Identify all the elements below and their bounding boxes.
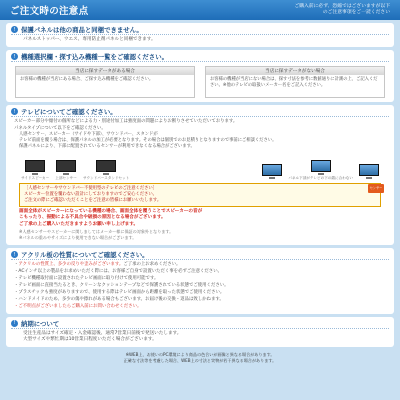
section-protection-panel (6, 23, 394, 47)
section-title: ! 納期について (11, 320, 389, 329)
bullet: ・テレビ画面に直接当たるとき、クリーンなクッションテープなどで保護されている状態でご使用ください。 (14, 282, 229, 288)
tv-illustration (262, 164, 282, 180)
bullet: ・テレビ機種取付面に設置されたテレビ画面に取り付けて使用可能です。 (14, 275, 159, 281)
box-data-unavailable: 当店に探すデータがない場合 お客様の機種が当店にない場合は、探す寸法を参考に数値通りに計測の上、ご記入ください。※他のテレビの取扱いメーカー名をご記入ください。 (205, 66, 385, 98)
bullet: ・ACインチ以上の製品をお求めいただく際には、お客様ご自身で設置いただく事を必ずご注意ください。 (14, 268, 222, 274)
info-icon: ! (11, 320, 18, 327)
tv-screen-icon (25, 160, 45, 172)
tv-illustration: 上部センサー (55, 160, 77, 180)
delivery-text: 受注生産品はサイズ確定・入金確認後、通常7営業日前後で発送いたします。 (23, 330, 182, 336)
info-icon: ! (11, 251, 18, 258)
page-title: ご注文時の注意点 (10, 6, 89, 17)
lead-text: テレビ前面を覆う場合は、保護パネルの加工が必要となります。その場合は個別でのお見積りとなりますので事前にご相談ください。 (19, 138, 277, 144)
section-tv-check (6, 105, 394, 245)
small-note: ※人感センサーやスピーカーに関しましてはメーカー様に保証の対象外となります。 ※パネルの重みやサイズにより使用できない場合がございます。 (19, 229, 174, 240)
bullet: ・ご不明点がございましたらご購入前にお問い合わせください。 (14, 303, 142, 309)
bullet: ・ハンドメイドのため、多少の傷や擦れがある場合もございます。お届け後の交換・返品は致しかねます。 (14, 296, 224, 302)
section-subtext: パネルストッパー、ウエス、専用防止剤パネルと同梱できます。 (23, 37, 156, 42)
footer-note: ※WEB上、お使いのPC環境により商品の色合いが画像と異なる場合があります。 正確な寸法等を考慮した場合、WEB上の寸法と実物が若干異なる場合があります。 (123, 352, 277, 364)
header-note: ご購入前に必ず、恐縮ではございますが以下 のご注意事項をご一読ください (294, 3, 390, 15)
tv-illustration: パネル下部がテレビの下の端に合わない (288, 160, 353, 180)
tv-illustration: サウンドバースタンドセット (83, 160, 129, 180)
info-icon: ! (11, 26, 18, 33)
section-title: ! 機種選択欄・探す込み機種一覧をご確認ください。 (11, 53, 389, 62)
lead-text: 保護パネルにより、下部に配置されているセンサーが利用できなくなる場合がございます。 (19, 144, 195, 150)
warning-box: センサー ［人感センサーやサウンドバー不使用型のテレビのご注意ください］ スピーカー位置を覆わない設計にしておりますのでご安心ください。 ご注文の際にご確認いただくことをご注意の皆様にお願いいたします。 (19, 183, 381, 206)
section-title: ! アクリル板の性質についてご確認ください。 (11, 251, 389, 260)
header-bar (0, 0, 400, 20)
section-title: ! テレビについてご確認ください。 (11, 108, 389, 117)
tv-screen-icon (311, 160, 331, 172)
bullet: パネルタイプについて以下をご確認ください。 (14, 126, 106, 132)
box-data-available: 当店に探すデータがある場合 お客様の機種が当店にある場合、ご探す込み機種をご確認ください。 (15, 66, 195, 98)
emphasis-text: 画面全体がスピーカーになっている機種の場合、画面全体を覆うことでスピーカーの音が こもったり、振動による不具合や破損の原因となる場合がございます。 ご了承の上ご購入いただきますようお願い申し上げます。 (19, 208, 203, 227)
model-boxes (11, 64, 389, 98)
section-acrylic (6, 248, 394, 314)
tv-illustration: サイドスピーカー (21, 160, 49, 180)
delivery-text: 大型サイズや繁忙期は10営業日程度いただく場合がございます。 (23, 337, 157, 343)
info-icon: ! (11, 108, 18, 115)
section-title: ! 保護パネルは他の商品と同梱できません。 (11, 26, 389, 35)
tv-screen-icon (262, 164, 282, 176)
tv-screen-icon (96, 160, 116, 172)
tv-group-right (262, 160, 379, 180)
tv-group-left (21, 160, 129, 180)
lead-text: 人感センサー、スピーカー（サイドや下部）、サウンドバー、スタンドが (19, 132, 158, 138)
bullet: ・プラスチックも強度がありますので、使用する際はテレビ画面から距離を取った状態でご使用ください。 (14, 289, 225, 295)
tv-screen-icon (359, 164, 379, 176)
bullet: ・アクリルの性質上、多少の反りや歪みがございます。ご了承の上お求めください。 (14, 262, 181, 268)
section-delivery (6, 317, 394, 348)
tv-screen-icon (56, 160, 76, 172)
sensor-badge: センサー (368, 184, 384, 193)
section-model-select (6, 50, 394, 102)
tv-illustrations (11, 150, 389, 180)
info-icon: ! (11, 53, 18, 60)
tv-illustration (359, 164, 379, 180)
bullet: スピーカー部分や傾付の個所などによる力・別途付加工は強度面の問題によりお断りさせていただいております。 (14, 119, 238, 125)
